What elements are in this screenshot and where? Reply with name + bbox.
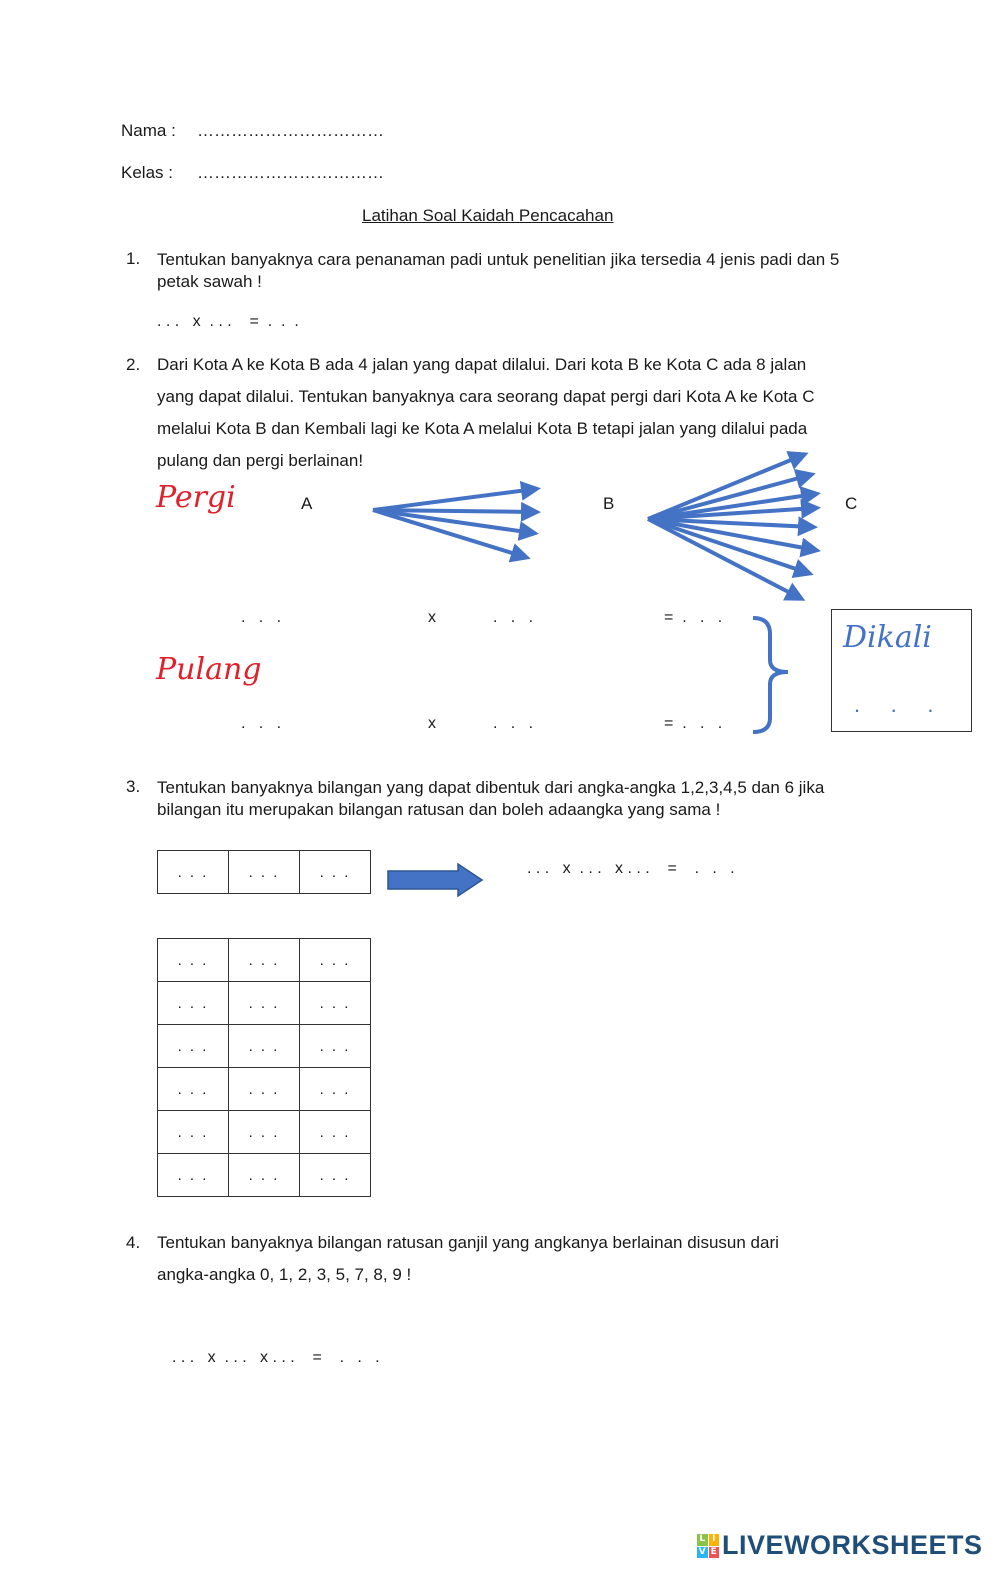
arrow-a-b-1: [373, 489, 535, 510]
table-row: [158, 1111, 371, 1154]
q4-number: 4.: [126, 1233, 141, 1252]
table-cell[interactable]: . . .: [229, 1068, 300, 1111]
nama-label: Nama :: [121, 121, 176, 140]
table-cell[interactable]: . . .: [158, 1025, 229, 1068]
table-cell[interactable]: . . .: [158, 1154, 229, 1197]
table-row: [158, 1068, 371, 1111]
logo-letter: I: [709, 1534, 720, 1546]
table-row: [158, 939, 371, 982]
route-arrows: [0, 0, 1000, 620]
table-cell[interactable]: . . .: [158, 939, 229, 982]
pulang-times: x: [428, 715, 436, 732]
q3-equation[interactable]: . . . x . . . x . . . = . . .: [527, 860, 735, 877]
brand-name: LIVEWORKSHEETS: [722, 1530, 983, 1560]
q1-text: Tentukan banyaknya cara penanaman padi untuk penelitian jika tersedia 4 jenis padi dan 5 petak sawah !: [157, 250, 840, 291]
table-cell[interactable]: . . .: [158, 1068, 229, 1111]
pergi-label: Pergi: [156, 480, 236, 515]
pergi-times: x: [428, 609, 436, 626]
q3-slot-tens[interactable]: . . .: [229, 851, 300, 894]
nama-field[interactable]: ……………………………: [197, 121, 384, 140]
kelas-field[interactable]: ……………………………: [197, 163, 384, 182]
table-cell[interactable]: . . .: [229, 982, 300, 1025]
table-cell[interactable]: . . .: [300, 1068, 371, 1111]
table-row: [158, 982, 371, 1025]
q4-text-line-2: angka-angka 0, 1, 2, 3, 5, 7, 8, 9 !: [157, 1265, 412, 1284]
kelas-label: Kelas :: [121, 163, 173, 182]
pulang-label: Pulang: [156, 652, 262, 687]
table-cell[interactable]: . . .: [229, 1025, 300, 1068]
pergi-result-blank[interactable]: = . . .: [664, 609, 723, 626]
q2-text-line-3: melalui Kota B dan Kembali lagi ke Kota A melalui Kota B tetapi jalan yang dilalui pada: [157, 419, 808, 438]
q3-work-table: [157, 938, 371, 1197]
right-arrow-icon: [386, 862, 486, 898]
table-cell[interactable]: . . .: [229, 1111, 300, 1154]
table-cell[interactable]: . . .: [229, 1154, 300, 1197]
table-cell[interactable]: . . .: [229, 939, 300, 982]
logo-letter: E: [709, 1547, 720, 1559]
page-title: Latihan Soal Kaidah Pencacahan: [362, 206, 614, 225]
table-cell[interactable]: . . .: [300, 939, 371, 982]
q2-text-line-1: Dari Kota A ke Kota B ada 4 jalan yang dapat dilalui. Dari kota B ke Kota C ada 8 jalan: [157, 355, 807, 374]
pulang-second-blank[interactable]: . . .: [493, 715, 534, 732]
q1-answer[interactable]: . . . x . . . = . . .: [157, 313, 299, 330]
q3-slot-ones[interactable]: . . .: [300, 851, 371, 894]
table-cell[interactable]: . . .: [300, 1154, 371, 1197]
q2-text-line-4: pulang dan pergi berlainan!: [157, 451, 364, 470]
q3-slot-hundreds[interactable]: . . .: [158, 851, 229, 894]
q3-number: 3.: [126, 777, 141, 796]
table-cell[interactable]: . . .: [158, 1111, 229, 1154]
q1-number: 1.: [126, 249, 141, 268]
dikali-answer[interactable]: . . .: [854, 692, 934, 717]
table-row: [158, 1025, 371, 1068]
arrow-b-c-8: [648, 519, 800, 598]
dikali-box[interactable]: [831, 609, 972, 732]
city-a: A: [301, 494, 313, 513]
pulang-first-blank[interactable]: . . .: [241, 715, 282, 732]
q3-slot-table: [157, 850, 371, 894]
city-b: B: [603, 494, 615, 513]
table-row: [158, 1154, 371, 1197]
table-cell[interactable]: . . .: [300, 982, 371, 1025]
table-cell[interactable]: . . .: [158, 982, 229, 1025]
pergi-first-blank[interactable]: . . .: [241, 609, 282, 626]
table-cell[interactable]: . . .: [300, 1111, 371, 1154]
table-cell[interactable]: . . .: [300, 1025, 371, 1068]
dikali-label: Dikali: [843, 620, 932, 655]
q4-equation[interactable]: . . . x . . . x . . . = . . .: [172, 1349, 380, 1366]
arrow-a-b-4: [373, 510, 525, 557]
q3-text: Tentukan banyaknya bilangan yang dapat dibentuk dari angka-angka 1,2,3,4,5 dan 6 jika bilangan itu merupakan bilangan ratusan dan boleh adaangka yang sama !: [157, 778, 825, 819]
logo-letter: V: [698, 1546, 706, 1557]
city-c: C: [845, 494, 858, 513]
logo-letter: L: [697, 1534, 708, 1546]
pergi-second-blank[interactable]: . . .: [493, 609, 534, 626]
q2-number: 2.: [126, 355, 141, 374]
liveworksheets-logo-icon: [697, 1534, 719, 1558]
q4-text-line-1: Tentukan banyaknya bilangan ratusan ganjil yang angkanya berlainan disusun dari: [157, 1233, 779, 1252]
q2-text-line-2: yang dapat dilalui. Tentukan banyaknya cara seorang dapat pergi dari Kota A ke Kota C: [157, 387, 815, 406]
pulang-result-blank[interactable]: = . . .: [664, 715, 723, 732]
curly-brace: [748, 610, 808, 740]
